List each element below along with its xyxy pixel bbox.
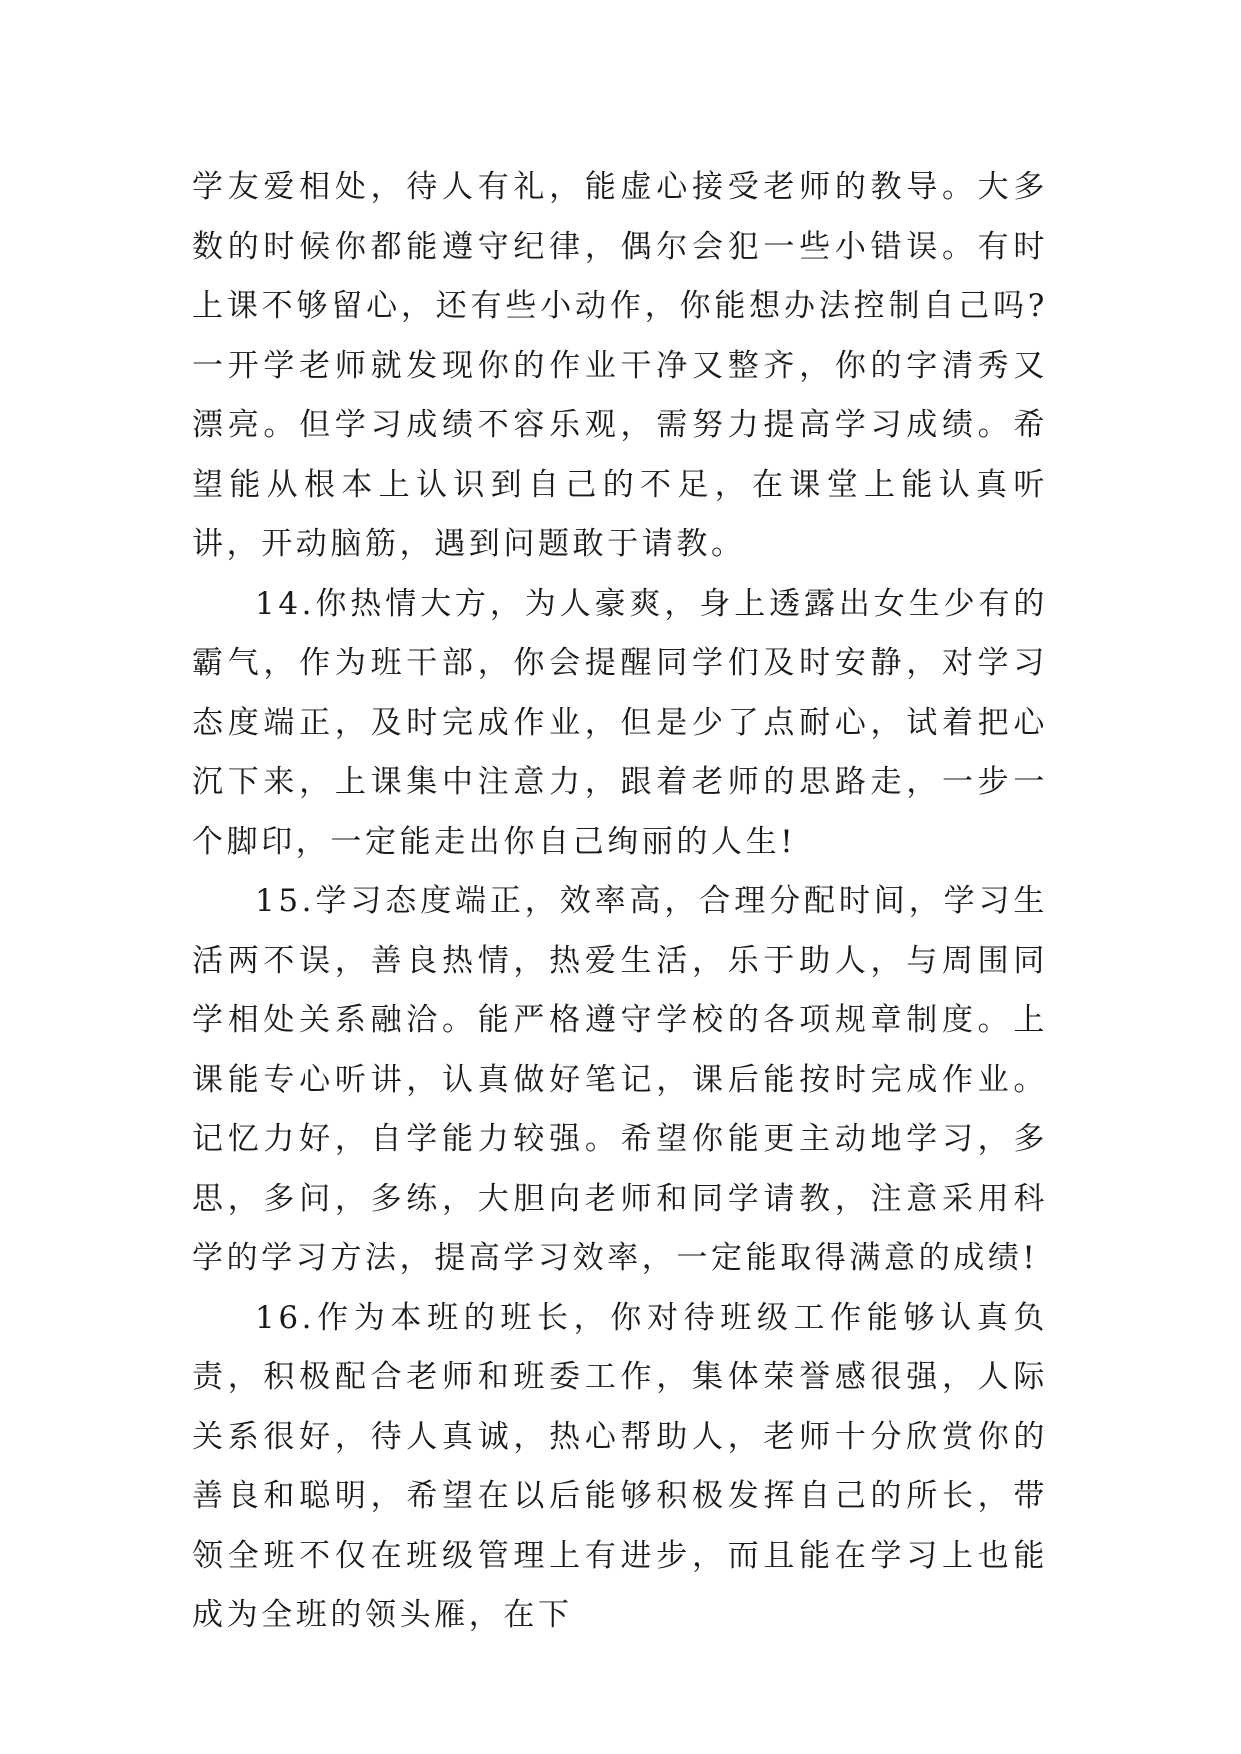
paragraph-comment-14: 14.你热情大方，为人豪爽，身上透露出女生少有的霸气，作为班干部，你会提醒同学们及时安静，对学习态度端正，及时完成作业，但是少了点耐心，试着把心沉下来，上课集中注意力，跟着老师的思路走，一步一个脚印，一定能走出你自己绚丽的人生! <box>192 585 1048 860</box>
document-body <box>192 158 1048 1646</box>
paragraph-comment-16: 16.作为本班的班长，你对待班级工作能够认真负责，积极配合老师和班委工作，集体荣誉感很强，人际关系很好，待人真诚，热心帮助人，老师十分欣赏你的善良和聪明，希望在以后能够积极发挥自己的所长，带领全班不仅在班级管理上有进步，而且能在学习上也能成为全班的领头雁，在下 <box>192 1299 1048 1633</box>
paragraph-continuation: 学友爱相处，待人有礼，能虚心接受老师的教导。大多数的时候你都能遵守纪律，偶尔会犯一些小错误。有时上课不够留心，还有些小动作，你能想办法控制自己吗?一开学老师就发现你的作业干净又整齐，你的字清秀又漂亮。但学习成绩不容乐观，需努力提高学习成绩。希望能从根本上认识到自己的不足，在课堂上能认真听讲，开动脑筋，遇到问题敢于请教。 <box>192 169 1048 562</box>
paragraph-comment-15: 15.学习态度端正，效率高，合理分配时间，学习生活两不误，善良热情，热爱生活，乐于助人，与周围同学相处关系融洽。能严格遵守学校的各项规章制度。上课能专心听讲，认真做好笔记，课后能按时完成作业。记忆力好，自学能力较强。希望你能更主动地学习，多思，多问，多练，大胆向老师和同学请教，注意采用科学的学习方法，提高学习效率，一定能取得满意的成绩! <box>192 883 1048 1276</box>
